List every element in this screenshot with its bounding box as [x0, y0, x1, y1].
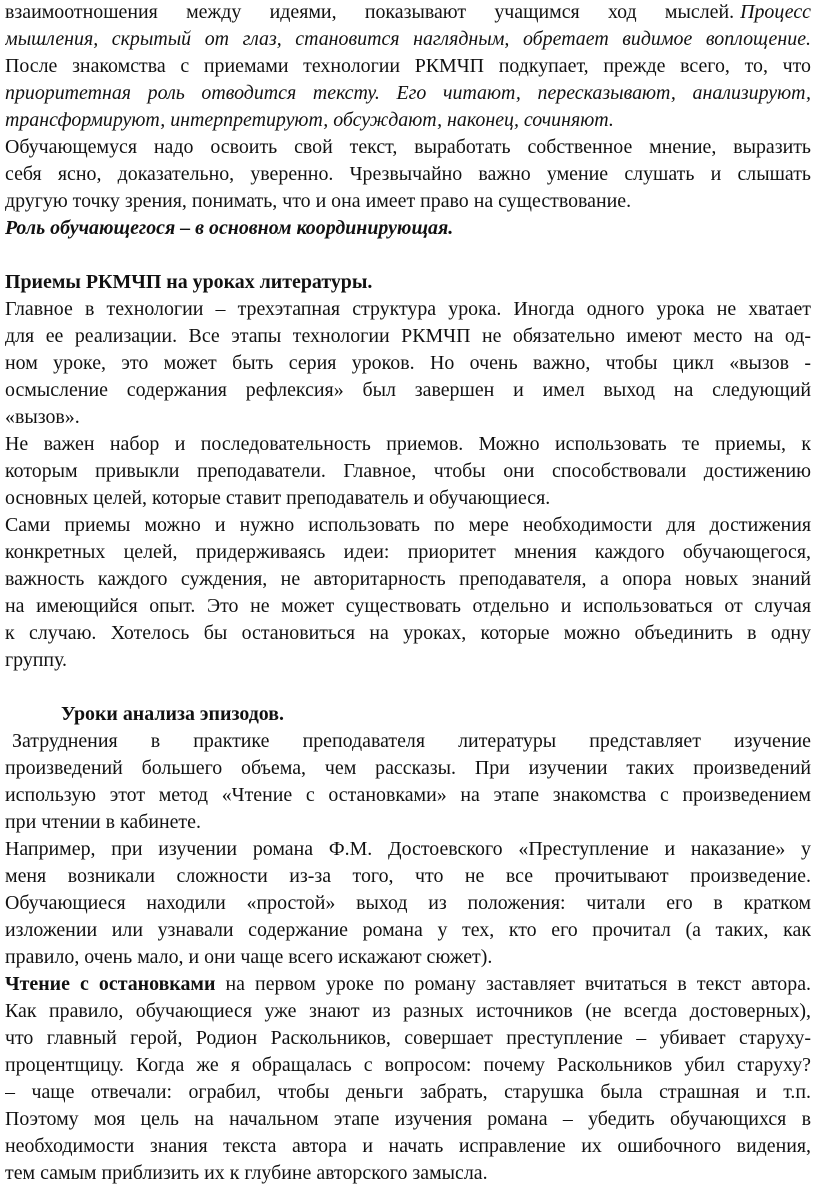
text-line: ном уроке, это может быть серия уроков. Но очень важно, чтобы цикл «вызов -: [5, 352, 811, 374]
text-line: Обучающемуся надо освоить свой текст, выработать собственное мнение, выразить: [5, 136, 811, 158]
section-heading: [5, 269, 811, 296]
bold-fragment: Чтение с остановками: [5, 973, 216, 995]
text-line: [5, 0, 811, 26]
text-line: к случаю. Хотелось бы остановиться на уроках, которые можно объединить в одну: [5, 622, 811, 644]
text-line: на имеющийся опыт. Это не может существовать отдельно и использоваться от случая: [5, 595, 811, 617]
text-line: [5, 26, 811, 53]
text-line: для ее реализации. Все этапы технологии РКМЧП не обязательно имеют место на од-: [5, 325, 811, 347]
text-line: при чтении в кабинете.: [5, 811, 201, 833]
text-line: Обучающиеся находили «простой» выход из положения: читали его в кратком: [5, 892, 811, 914]
text-fragment: взаимоотношения между идеями, показывают учащимся ход мыслей.: [5, 1, 735, 23]
italic-fragment: Процесс: [740, 1, 811, 23]
italic-fragment: приоритетная роль отводится тексту. Его читают, пересказывают, анализируют,: [5, 82, 811, 104]
text-line: важность каждого суждения, не авторитарность преподавателя, а опора новых знаний: [5, 568, 811, 590]
text-line: Поэтому моя цель на начальном этапе изучения романа – убедить обучающихся в: [5, 1108, 811, 1130]
text-line: которым привыкли преподаватели. Главное, чтобы они способствовали достижению: [5, 460, 811, 482]
bold-italic-fragment: Роль обучающегося – в основном координирующая.: [5, 217, 454, 239]
text-line: [5, 107, 811, 134]
text-line: тем самым приблизить их к глубине авторского замысла.: [5, 1162, 488, 1184]
text-line: Не важен набор и последовательность приемов. Можно использовать те приемы, к: [5, 433, 811, 455]
text-line: – чаще отвечали: ограбил, чтобы деньги забрать, старушка была страшная и т.п.: [5, 1081, 811, 1103]
text-line: [5, 971, 811, 998]
text-line: Как правило, обучающиеся уже знают из разных источников (не всегда достоверных),: [5, 1000, 811, 1022]
section-heading: [61, 701, 811, 728]
text-line: Например, при изучении романа Ф.М. Достоевского «Преступление и наказание» у: [5, 838, 811, 860]
heading-text: Уроки анализа эпизодов.: [61, 703, 284, 725]
text-line: [5, 215, 811, 242]
text-line: правило, очень мало, и они чаще всего искажают сюжет).: [5, 946, 493, 968]
text-line: [5, 80, 811, 107]
text-line: необходимости знания текста автора и начать исправление их ошибочного видения,: [5, 1135, 811, 1157]
text-line: основных целей, которые ставит преподаватель и обучающиеся.: [5, 487, 551, 509]
italic-fragment: мышления, скрытый от глаз, становится наглядным, обретает видимое воплощение.: [5, 28, 811, 50]
text-line: процентщицу. Когда же я обращалась с вопросом: почему Раскольников убил старуху?: [5, 1054, 811, 1076]
text-line: произведений большего объема, чем рассказы. При изучении таких произведений: [5, 757, 811, 779]
text-line: себя ясно, доказательно, уверенно. Чрезвычайно важно умение слушать и слышать: [5, 163, 811, 185]
text-line: меня возникали сложности из-за того, что не все прочитывают произведение.: [5, 865, 811, 887]
heading-text: Приемы РКМЧП на уроках литературы.: [5, 271, 373, 293]
text-line: изложении или узнавали содержание романа у тех, кто его прочитал (а таких, как: [5, 919, 811, 941]
text-line: осмысление содержания рефлексия» был завершен и имел выход на следующий: [5, 379, 811, 401]
text-line: конкретных целей, придерживаясь идеи: приоритет мнения каждого обучающегося,: [5, 541, 811, 563]
text-line: «вызов».: [5, 406, 80, 428]
text-line: Сами приемы можно и нужно использовать по мере необходимости для достижения: [5, 514, 811, 536]
text-line: другую точку зрения, понимать, что и она имеет право на существование.: [5, 190, 632, 212]
italic-fragment: трансформируют, интерпретируют, обсуждают, наконец, сочиняют.: [5, 109, 614, 131]
text-line: группу.: [5, 649, 68, 671]
text-line: Затруднения в практике преподавателя литературы представляет изучение: [12, 730, 811, 752]
text-line: использую этот метод «Чтение с остановками» на этапе знакомства с произведением: [5, 784, 811, 806]
text-line: Главное в технологии – трехэтапная структура урока. Иногда одного урока не хватает: [5, 298, 811, 320]
text-fragment: на первом уроке по роману заставляет вчитаться в текст автора.: [215, 973, 811, 995]
text-line: что главный герой, Родион Раскольников, совершает преступление – убивает старуху-: [5, 1027, 811, 1049]
text-line: После знакомства с приемами технологии РКМЧП подкупает, прежде всего, то, что: [5, 55, 811, 77]
